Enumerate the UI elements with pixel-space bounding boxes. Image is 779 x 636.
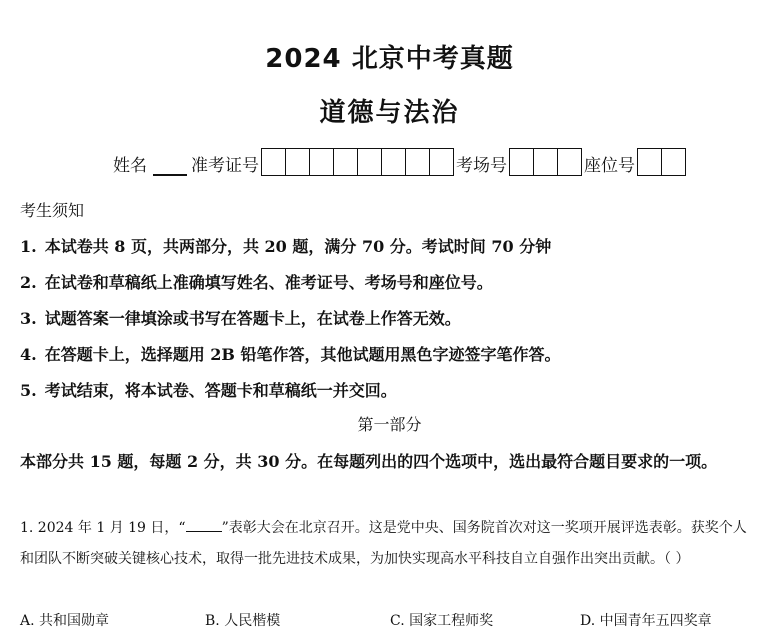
rule-item (20, 342, 561, 365)
subject-title: 道德与法治 (319, 98, 460, 128)
exam-id-boxes[interactable] (261, 148, 454, 176)
option-c[interactable]: C. 国家工程师奖 (390, 613, 494, 629)
rule-text: 试题答案一律填涂或书写在答题卡上，在试卷上作答无效。 (44, 309, 461, 328)
room-boxes[interactable] (509, 148, 582, 176)
room-label: 考场号 (456, 156, 507, 176)
rule-number: 4. (20, 345, 37, 364)
question-text-start: 1. 2024 年 1 月 19 日，“ (20, 520, 186, 536)
notice-heading: 考生须知 (20, 201, 85, 220)
rule-number: 1. (20, 237, 37, 256)
question-1-options (20, 610, 760, 630)
rule-text: 在试卷和草稿纸上准确填写姓名、准考证号、考场号和座位号。 (44, 273, 493, 292)
rule-text: 考试结束，将本试卷、答题卡和草稿纸一并交回。 (44, 381, 397, 400)
question-1 (20, 513, 760, 575)
rule-text: 本试卷共 8 页，共两部分，共 20 题，满分 70 分。考试时间 70 分钟 (44, 237, 552, 256)
option-a[interactable]: A. 共和国勋章 (20, 613, 110, 629)
part-heading: 第一部分 (357, 415, 422, 434)
name-label: 姓名 (113, 156, 147, 176)
question-text-end: ”表彰大会在北京召开。这是党中央、国务院首次对这一奖项开展评选表彰。获奖个人和团队不断突破关键核心技术，取得一批先进技术成果，为加快实现高水平科技自立自强作出突出贡献。（ ） (20, 520, 747, 567)
exam-title: 2024 北京中考真题 (265, 44, 514, 74)
name-blank[interactable] (153, 156, 187, 176)
rule-number: 3. (20, 309, 37, 328)
rule-item (20, 270, 493, 293)
rule-item (20, 306, 461, 329)
rule-number: 5. (20, 381, 37, 400)
option-b[interactable]: B. 人民楷模 (205, 613, 281, 629)
candidate-info-line (113, 148, 688, 176)
option-d[interactable]: D. 中国青年五四奖章 (580, 613, 712, 629)
rule-item (20, 378, 397, 401)
part-instruction: 本部分共 15 题，每题 2 分，共 30 分。在每题列出的四个选项中，选出最符合题目要求的一项。 (20, 452, 718, 471)
rule-item (20, 234, 551, 257)
seat-boxes[interactable] (637, 148, 686, 176)
exam-id-label: 准考证号 (191, 156, 259, 176)
rule-number: 2. (20, 273, 37, 292)
question-blank (186, 517, 222, 532)
seat-label: 座位号 (584, 156, 635, 176)
rule-text: 在答题卡上，选择题用 2B 铅笔作答，其他试题用黑色字迹签字笔作答。 (44, 345, 561, 364)
